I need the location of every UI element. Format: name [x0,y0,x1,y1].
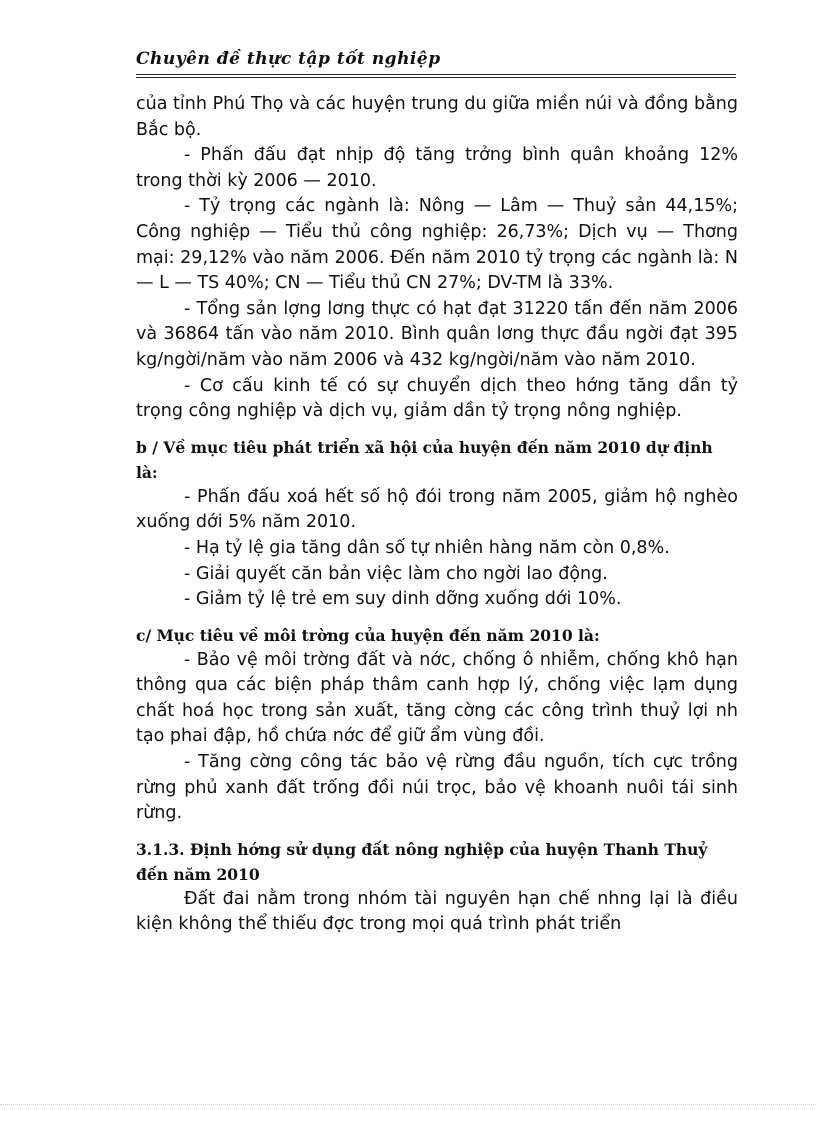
section-heading: 3.1.3. Định hớng sử dụng đất nông nghiệp của huyện Thanh Thuỷ đến năm 2010 [136,839,708,884]
paragraph: - Cơ cấu kinh tế có sự chuyển dịch theo hớng tăng dần tỷ trọng công nghiệp và dịch vụ, giảm dần tỷ trọng nông nghiệp. [136,375,738,422]
paragraph: - Hạ tỷ lệ gia tăng dân số tự nhiên hàng năm còn 0,8%. [184,537,670,558]
section-heading: b / Về mục tiêu phát triển xã hội của huyện đến năm 2010 dự định là: [136,437,713,482]
document-body [136,92,738,938]
paragraph: Đất đai nằm trong nhóm tài nguyên hạn chế nhng lại là điều kiện không thể thiếu đợc trong mọi quá trình phát triển [136,888,738,935]
header-title: Chuyên đề thực tập tốt nghiệp [136,49,441,69]
paragraph: - Phấn đấu xoá hết số hộ đói trong năm 2005, giảm hộ nghèo xuống dới 5% năm 2010. [136,486,738,533]
paragraph: - Bảo vệ môi trờng đất và nớc, chống ô nhiễm, chống khô hạn thông qua các biện pháp thâm canh hợp lý, chống việc lạm dụng chất hoá học trong sản xuất, tăng cờng các công trình thuỷ lợi nh tạo phai đập, hồ chứa nớc để giữ ẩm vùng đồi. [136,649,738,747]
header-rule-top [136,74,736,75]
spacer [136,613,738,623]
paragraph: - Phấn đấu đạt nhịp độ tăng trởng bình quân khoảng 12% trong thời kỳ 2006 — 2010. [136,145,738,191]
section-heading: c/ Mục tiêu về môi trờng của huyện đến năm 2010 là: [136,625,600,645]
paragraph: của tỉnh Phú Thọ và các huyện trung du giữa miền núi và đồng bằng Bắc bộ. [136,94,738,140]
page-header [136,48,736,78]
paragraph: - Tổng sản lợng lơng thực có hạt đạt 31220 tấn đến năm 2006 và 36864 tấn vào năm 2010. Bình quân lơng thực đầu ngời đạt 395 kg/ngời/năm vào năm 2006 và 432 kg/ngời/năm vào năm 2010. [136,298,738,370]
paragraph: - Tỷ trọng các ngành là: Nông — Lâm — Thuỷ sản 44,15%; Công nghiệp — Tiểu thủ công nghiệp: 26,73%; Dịch vụ — Thơng mại: 29,12% vào năm 2006. Đến năm 2010 tỷ trọng các ngành là: N — L — TS 40%; CN — Tiểu thủ CN 27%; DV-TM là 33%. [136,196,738,294]
paragraph: - Giải quyết căn bản việc làm cho ngời lao động. [184,563,608,584]
paragraph: - Giảm tỷ lệ trẻ em suy dinh dỡng xuống dới 10%. [184,589,622,610]
header-rule-bottom [136,77,736,78]
spacer [136,425,738,435]
page-bottom-divider [0,1104,816,1105]
spacer [136,827,738,837]
paragraph: - Tăng cờng công tác bảo vệ rừng đầu nguồn, tích cực trồng rừng phủ xanh đất trống đồi núi trọc, bảo vệ khoanh nuôi tái sinh rừng. [136,752,738,824]
